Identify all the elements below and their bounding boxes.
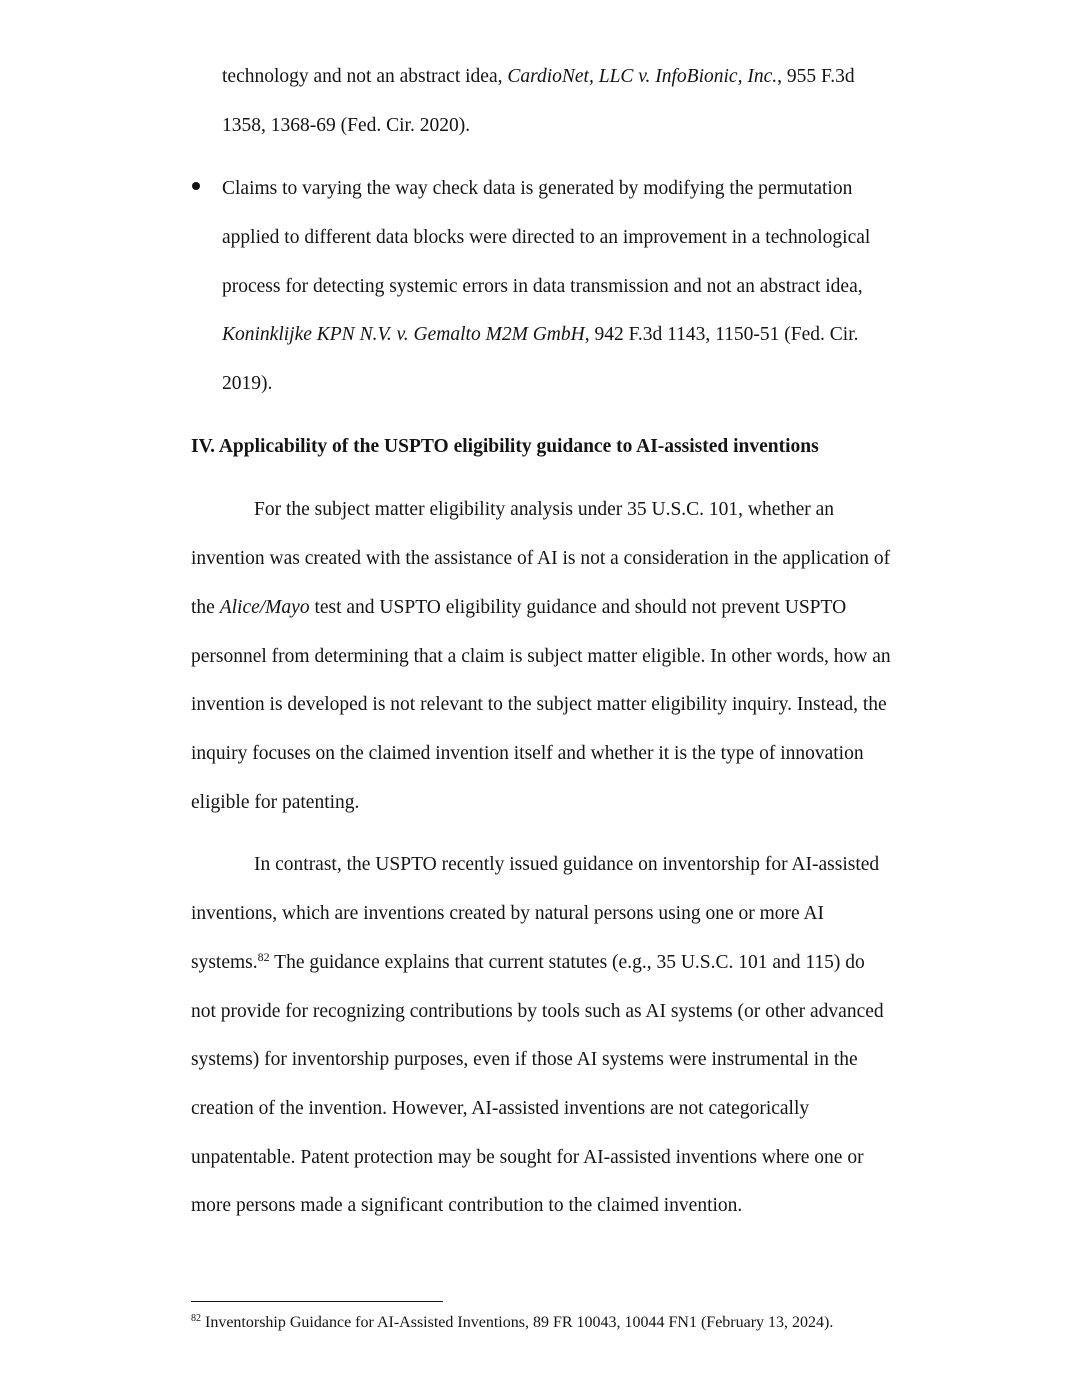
case-name: Koninklijke KPN N.V. v. Gemalto M2M GmbH xyxy=(222,324,585,345)
case-name: CardioNet, LLC v. InfoBionic, Inc. xyxy=(507,66,778,87)
text-segment: systems. xyxy=(191,952,258,973)
bullet-point-icon xyxy=(192,182,200,190)
footnote xyxy=(191,1313,833,1333)
text-segment: The guidance explains that current statutes (e.g., 35 U.S.C. 101 and 115) do xyxy=(269,952,865,973)
bullet-1-line-2: 1358, 1368-69 (Fed. Cir. 2020). xyxy=(222,115,471,136)
paragraph-2-line-4: not provide for recognizing contributions by tools such as AI systems (or other advanced xyxy=(191,1001,884,1022)
footnote-reference[interactable]: 82 xyxy=(257,950,270,964)
text-segment: the xyxy=(191,597,220,618)
text-segment: , 942 F.3d 1143, 1150-51 (Fed. Cir. xyxy=(584,324,859,345)
paragraph-2-line-1: In contrast, the USPTO recently issued guidance on inventorship for AI-assisted xyxy=(254,854,880,875)
italic-term: Alice/Mayo xyxy=(219,597,310,618)
paragraph-1-line-2: invention was created with the assistance of AI is not a consideration in the application of xyxy=(191,548,891,569)
footnote-divider xyxy=(191,1301,443,1302)
paragraph-1-line-6: inquiry focuses on the claimed invention itself and whether it is the type of innovation xyxy=(191,743,864,764)
paragraph-2-line-7: unpatentable. Patent protection may be sought for AI-assisted inventions where one or xyxy=(191,1147,864,1168)
bullet-2-line-5: 2019). xyxy=(222,373,273,394)
paragraph-2-line-2: inventions, which are inventions created by natural persons using one or more AI xyxy=(191,903,825,924)
paragraph-2-line-6: creation of the invention. However, AI-assisted inventions are not categorically xyxy=(191,1098,810,1119)
footnote-text: Inventorship Guidance for AI-Assisted Inventions, 89 FR 10043, 10044 FN1 (February 13, 2024). xyxy=(201,1314,834,1331)
bullet-2-line-3: process for detecting systemic errors in data transmission and not an abstract idea, xyxy=(222,276,863,297)
paragraph-2-line-3 xyxy=(191,951,865,975)
bullet-2-line-2: applied to different data blocks were directed to an improvement in a technological xyxy=(222,227,871,248)
paragraph-1-line-5: invention is developed is not relevant to the subject matter eligibility inquiry. Instead, the xyxy=(191,694,887,715)
paragraph-1-line-3 xyxy=(191,596,846,620)
section-heading: IV. Applicability of the USPTO eligibility guidance to AI-assisted inventions xyxy=(191,436,819,457)
paragraph-1-line-1: For the subject matter eligibility analysis under 35 U.S.C. 101, whether an xyxy=(254,499,835,520)
bullet-1-line-1 xyxy=(222,65,855,89)
text-segment: test and USPTO eligibility guidance and should not prevent USPTO xyxy=(309,597,847,618)
bullet-2-line-1: Claims to varying the way check data is generated by modifying the permutation xyxy=(222,178,853,199)
bullet-2-line-4 xyxy=(222,323,859,347)
footnote-number: 82 xyxy=(191,1313,201,1324)
paragraph-2-line-5: systems) for inventorship purposes, even if those AI systems were instrumental in the xyxy=(191,1049,858,1070)
paragraph-2-line-8: more persons made a significant contribution to the claimed invention. xyxy=(191,1195,743,1216)
paragraph-1-line-7: eligible for patenting. xyxy=(191,792,360,813)
text-segment: technology and not an abstract idea, xyxy=(222,66,508,87)
text-segment: , 955 F.3d xyxy=(777,66,855,87)
paragraph-1-line-4: personnel from determining that a claim is subject matter eligible. In other words, how an xyxy=(191,646,891,667)
